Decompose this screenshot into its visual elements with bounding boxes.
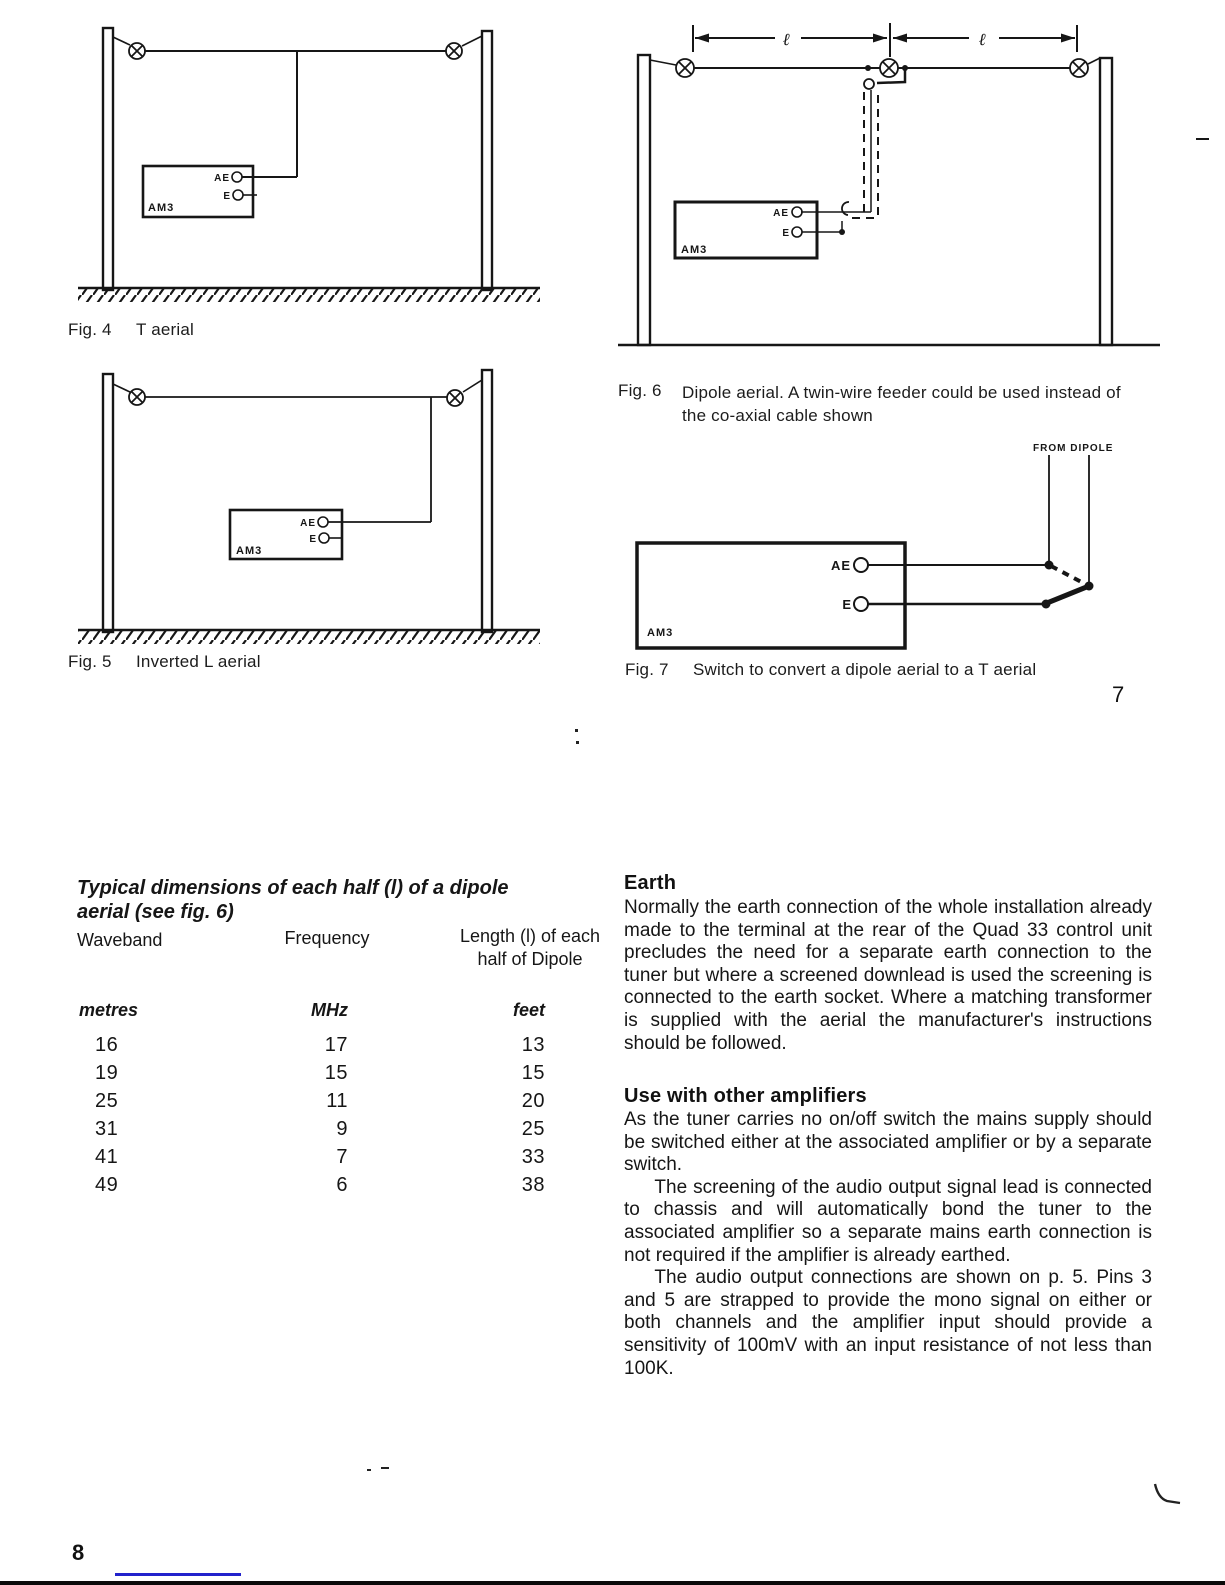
blue-underline bbox=[115, 1573, 241, 1576]
table-row: 31 9 25 bbox=[95, 1118, 545, 1140]
scan-speck bbox=[381, 1467, 389, 1469]
e-terminal-label: E bbox=[309, 534, 317, 545]
fig5-number: Fig. 5 bbox=[68, 652, 112, 671]
switch-contact-dot bbox=[1042, 600, 1051, 609]
col3-unit: feet bbox=[512, 1000, 545, 1020]
ae-terminal bbox=[792, 207, 802, 217]
page-bottom-edge bbox=[0, 1581, 1225, 1585]
col2-header: Frequency bbox=[284, 928, 370, 948]
e-terminal bbox=[792, 227, 802, 237]
junction-dot bbox=[865, 65, 871, 71]
switch-blade-closed bbox=[1047, 586, 1089, 603]
ae-terminal-label: AE bbox=[830, 558, 851, 573]
braid-end-curl bbox=[842, 202, 849, 215]
ae-terminal bbox=[854, 558, 868, 572]
table-row: 49 6 38 bbox=[95, 1174, 545, 1196]
fig4-t-aerial-diagram bbox=[60, 15, 560, 315]
pole-left bbox=[638, 55, 650, 345]
fig5-caption-text: Inverted L aerial bbox=[136, 652, 261, 671]
pole-right bbox=[482, 31, 492, 290]
fig4-caption-text: T aerial bbox=[136, 320, 194, 339]
pole-right bbox=[482, 370, 492, 632]
ae-terminal-label: AE bbox=[773, 208, 789, 219]
switch-blade-open bbox=[1051, 566, 1087, 585]
earth-heading: Earth bbox=[624, 872, 677, 894]
fig6-number: Fig. 6 bbox=[618, 381, 662, 400]
table-title-line1: Typical dimensions of each half (l) of a dipole bbox=[77, 877, 509, 899]
table-units-row bbox=[77, 1000, 577, 1021]
unit-label: AM3 bbox=[236, 545, 263, 557]
pole-left bbox=[103, 28, 113, 290]
earth-paragraph: Normally the earth connection of the whole installation already made to the terminal at the rear of the Quad 33 control unit precludes the need for a separate earth connection to the tuner but where a screened downlead is used the screening is connected to the earth socket. Where a matching transformer is supplied with the aerial the manufacturer's instructions should be followed. bbox=[624, 897, 1152, 1054]
coax-braid-top bbox=[864, 79, 874, 89]
insulator-icon bbox=[129, 43, 145, 59]
switch-pivot-dot bbox=[1085, 582, 1094, 591]
fig7-caption-text: Switch to convert a dipole aerial to a T aerial bbox=[693, 660, 1037, 679]
switch-contact-dot bbox=[1045, 561, 1054, 570]
col2-unit: MHz bbox=[311, 1000, 348, 1020]
e-terminal-label: E bbox=[842, 597, 852, 612]
e-terminal bbox=[319, 533, 329, 543]
unit-label: AM3 bbox=[148, 202, 175, 214]
amplifiers-section bbox=[624, 1109, 1152, 1380]
insulator-icon bbox=[447, 390, 463, 406]
fig4-caption bbox=[68, 320, 194, 340]
junction-dot bbox=[839, 229, 845, 235]
fig5-inverted-l-aerial-diagram bbox=[60, 360, 560, 660]
e-terminal bbox=[233, 190, 243, 200]
table-row: 41 7 33 bbox=[95, 1146, 545, 1168]
unit-label: AM3 bbox=[681, 244, 708, 256]
fig5-caption bbox=[68, 652, 261, 672]
ae-terminal-label: AE bbox=[214, 173, 230, 184]
unit-label: AM3 bbox=[647, 627, 674, 639]
ae-terminal bbox=[318, 517, 328, 527]
fig4-number: Fig. 4 bbox=[68, 320, 112, 339]
insulator-icon bbox=[676, 59, 694, 77]
dipole-table-body bbox=[77, 1034, 577, 1202]
arrowhead-right-icon bbox=[873, 34, 887, 43]
arrowhead-left-icon bbox=[893, 34, 907, 43]
amplifiers-paragraph-3: The audio output connections are shown on p. 5. Pins 3 and 5 are strapped to provide the mono signal on either or both channels and the amplifier input should provide a sensitivity of 100mV with an input resistance of not less than 100K. bbox=[624, 1267, 1152, 1379]
scan-speck bbox=[576, 741, 579, 744]
ground-hatching bbox=[78, 289, 540, 302]
col1-header: Waveband bbox=[77, 930, 163, 950]
insulator-icon bbox=[1070, 59, 1088, 77]
insulator-icon bbox=[880, 59, 898, 77]
col1-unit: metres bbox=[79, 1000, 139, 1020]
dim-label-left: ℓ bbox=[782, 30, 792, 50]
amplifiers-heading: Use with other amplifiers bbox=[624, 1085, 867, 1107]
fig6-dipole-aerial-diagram bbox=[615, 15, 1215, 370]
pole-left bbox=[103, 374, 113, 632]
table-row: 19 15 15 bbox=[95, 1062, 545, 1084]
fig7-switch-diagram bbox=[620, 435, 1180, 665]
e-terminal-label: E bbox=[782, 228, 790, 239]
ground-hatching bbox=[78, 631, 540, 644]
pen-swash-mark bbox=[1152, 1482, 1192, 1512]
col3-header: Length (l) of each half of Dipole bbox=[459, 926, 601, 969]
page-number-7: 7 bbox=[1112, 682, 1125, 707]
amplifiers-paragraph-2: The screening of the audio output signal lead is connected to chassis and will automatically bond the tuner to the associated amplifier so a separate mains earth connection is not required if the amplifier is already earthed. bbox=[624, 1176, 1152, 1266]
scan-speck bbox=[575, 729, 578, 732]
fig6-caption-line1: Dipole aerial. A twin-wire feeder could be used instead of bbox=[682, 383, 1121, 402]
table-row: 16 17 13 bbox=[95, 1034, 545, 1056]
arrowhead-left-icon bbox=[695, 34, 709, 43]
insulator-icon bbox=[129, 389, 145, 405]
scan-speck bbox=[367, 1469, 371, 1471]
dim-label-right: ℓ bbox=[978, 30, 988, 50]
fig6-caption bbox=[618, 381, 1121, 427]
table-title bbox=[77, 876, 557, 924]
e-terminal-label: E bbox=[223, 191, 231, 202]
ae-terminal bbox=[232, 172, 242, 182]
e-terminal bbox=[854, 597, 868, 611]
table-title-line2: aerial (see fig. 6) bbox=[77, 901, 234, 923]
dimension-line bbox=[693, 23, 1077, 57]
pole-right bbox=[1100, 58, 1112, 345]
fig7-caption bbox=[625, 660, 1036, 680]
from-dipole-label: FROM DIPOLE bbox=[1033, 443, 1114, 454]
junction-dot bbox=[902, 65, 908, 71]
table-row: 25 11 20 bbox=[95, 1090, 545, 1112]
ae-terminal-label: AE bbox=[300, 518, 316, 529]
fig7-number: Fig. 7 bbox=[625, 660, 669, 679]
fig6-caption-line2: the co-axial cable shown bbox=[682, 406, 873, 425]
arrowhead-right-icon bbox=[1061, 34, 1075, 43]
amplifiers-paragraph-1: As the tuner carries no on/off switch the mains supply should be switched either at the associated amplifier or by a separate switch. bbox=[624, 1109, 1152, 1176]
insulator-icon bbox=[446, 43, 462, 59]
coax-cable bbox=[801, 90, 878, 218]
page-number-8: 8 bbox=[72, 1540, 85, 1565]
